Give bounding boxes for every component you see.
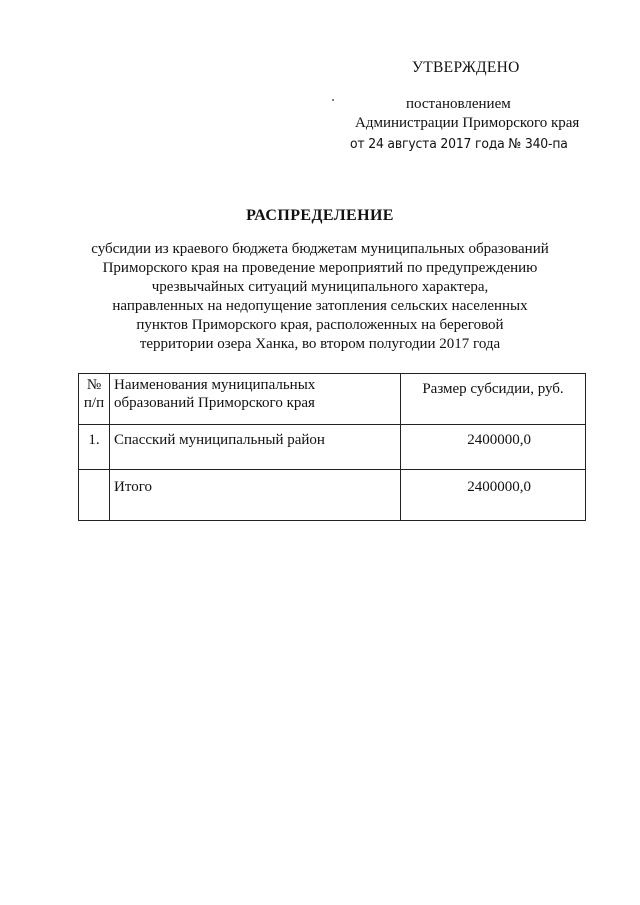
- subtitle-line: субсидии из краевого бюджета бюджетам муниципальных образований: [91, 241, 549, 257]
- subtitle-line: чрезвычайных ситуаций муниципального характера,: [151, 279, 489, 295]
- header-amount: Размер субсидии, руб.: [401, 374, 586, 425]
- header-name: Наименования муниципальных образований Приморского края: [110, 374, 401, 425]
- scan-speck: [332, 99, 334, 101]
- approval-block: [340, 58, 600, 154]
- row-number: 1.: [79, 425, 110, 470]
- subtitle-line: пунктов Приморского края, расположенных на береговой: [136, 317, 504, 333]
- subtitle-line: направленных на недопущение затопления сельских населенных: [112, 298, 528, 314]
- approval-date-line: от 24 августа 2017 года № 340-па: [350, 136, 568, 152]
- subtitle-line: Приморского края на проведение мероприятий по предупреждению: [102, 260, 538, 276]
- subtitle-line: территории озера Ханка, во втором полугодии 2017 года: [139, 336, 501, 352]
- row-number: [79, 470, 110, 521]
- approved-heading: УТВЕРЖДЕНО: [412, 59, 520, 76]
- approval-administration: Администрации Приморского края: [355, 115, 580, 131]
- row-amount: 2400000,0: [401, 425, 586, 470]
- row-amount: 2400000,0: [401, 470, 586, 521]
- row-name: Спасский муниципальный район: [110, 425, 401, 470]
- row-name: Итого: [110, 470, 401, 521]
- table-header-row: [79, 374, 586, 425]
- approval-by-decree: постановлением: [406, 96, 511, 112]
- table-row: [79, 425, 586, 470]
- header-number-sign: №: [86, 377, 102, 393]
- distribution-table: [78, 373, 586, 521]
- header-number-abbr: п/п: [83, 395, 105, 411]
- table-row-total: [79, 470, 586, 521]
- header-number: [79, 374, 110, 425]
- document-title: РАСПРЕДЕЛЕНИЕ: [246, 207, 394, 224]
- document-subtitle: [70, 240, 570, 354]
